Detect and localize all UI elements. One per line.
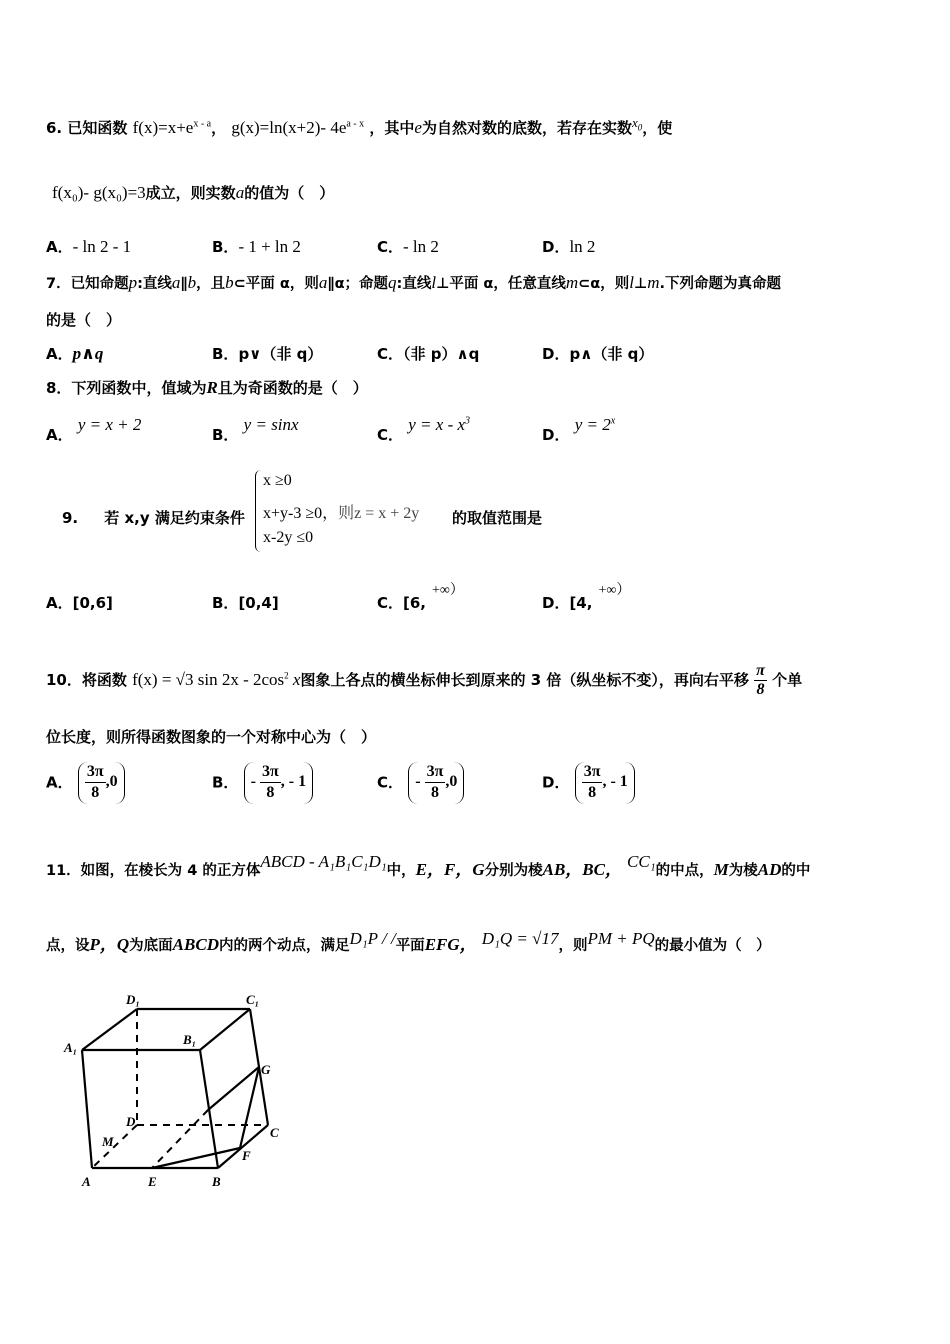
q7-option-d: D．p∧（非 q） [542, 345, 654, 363]
q10-option-d: D． $\frac{3\pi}{8}$ , - 1 [542, 762, 635, 804]
label-d1: D₁ [126, 992, 140, 1007]
label-a: A [82, 1174, 91, 1189]
q10-option-b: B． - $\frac{3\pi}{8}$ , - 1 [212, 762, 313, 804]
q8-option-c: C． $y = x - x^3$ [377, 415, 471, 444]
label-e: E [148, 1174, 157, 1189]
q7-option-b: B．p∨（非 q） [212, 345, 323, 363]
q9-option-a: A．[0,6] [46, 594, 113, 612]
q6-line2: f(x₀)- g(x₀)=3成立，则实数a的值为（ ） [52, 183, 335, 202]
q6-option-a: A．- ln 2 - 1 [46, 237, 132, 256]
label-g: G [261, 1062, 271, 1077]
q9-option-d: D．[4,+∞） [542, 583, 631, 612]
label-b1: B₁ [183, 1032, 197, 1047]
cube-figure [60, 990, 320, 1200]
q9-constraint-2: x+y-3 ≥0，则z = x + 2y [263, 505, 420, 522]
q8-option-b: B． y = sinx [212, 415, 299, 444]
q9-option-c: C．[6,+∞） [377, 583, 464, 612]
q9-constraint-1: x ≥0 [263, 472, 292, 489]
q10-shift-fraction: $\frac{\pi}{8}$ [756, 662, 765, 698]
q9-option-b: B．[0,4] [212, 594, 279, 612]
q6-option-d: D．ln 2 [542, 237, 596, 256]
q8-option-d: D． $y = 2^x$ [542, 415, 616, 444]
q10-line1: 10．将函数 f(x) = √3 $\sin 2x - 2\cos^2$ x图象上各点的横坐标伸长到原来的 3 倍（纵坐标不变），再向右平移 $\frac{\pi}{8}$ 个单 [46, 662, 803, 698]
q8-option-a: A． y = x + 2 [46, 415, 142, 444]
q7-option-c: C．（非 p）∧q [377, 345, 480, 363]
q8-stem: 8．下列函数中，值域为R且为奇函数的是（ ） [46, 378, 368, 397]
q10-line2: 位长度，则所得函数图象的一个对称中心为（ ） [46, 728, 377, 746]
q6-equation: f(x₀)- g(x₀)=3 [52, 183, 146, 202]
q6-f-def: $f(x)=x+e^{x - a}$ [132, 118, 212, 137]
q7-option-a: A．p∧q [46, 344, 104, 363]
label-f: F [242, 1148, 251, 1163]
q6-option-b: B．- 1 + ln 2 [212, 237, 301, 256]
q11-line1: 11．如图，在棱长为 4 的正方体ABCD - A₁B₁C₁D₁中，E，F，G分别为棱AB，BC， CC₁的中点，M为棱AD的中 [46, 852, 811, 879]
q7-line1: 7．已知命题p:直线a∥b，且b⊂平面 α，则a∥α；命题q:直线l⊥平面 α，任意直线m⊂α，则l⊥m.下列命题为真命题 [46, 273, 782, 292]
q9-stem: 9. 若 x,y 满足约束条件 [62, 509, 245, 527]
label-b: B [212, 1174, 221, 1189]
q7-line2: 的是（ ） [46, 311, 122, 329]
label-c1: C₁ [246, 992, 260, 1007]
q6-option-c: C．- ln 2 [377, 237, 439, 256]
q9-tail: 的取值范围是 [452, 509, 543, 527]
label-m: M [102, 1134, 114, 1149]
label-a1: A₁ [64, 1040, 78, 1055]
q6-line1: 6. 已知函数 $f(x)=x+e^{x - a}$， g(x)=ln(x+2)- $4e^{a - x}$ ，其中e为自然对数的底数，若存在实数$x_0$，使 [46, 115, 673, 137]
q10-function: f(x) = √3 $\sin 2x - 2\cos^2$ x [132, 670, 301, 689]
label-d: D [126, 1114, 136, 1129]
q6-g-def: g(x)=ln(x+2)- $4e^{a - x}$ [231, 118, 365, 137]
q11-line2: 点，设P，Q为底面ABCD内的两个动点，满足D₁P / /平面EFG， D₁Q = √17，则PM + PQ的最小值为（ ） [46, 929, 771, 954]
q10-option-c: C． - $\frac{3\pi}{8}$ ,0 [377, 762, 464, 804]
label-c: C [270, 1125, 279, 1140]
q9-constraint-3: x-2y ≤0 [263, 529, 314, 546]
q10-option-a: A． $\frac{3\pi}{8}$ ,0 [46, 762, 125, 804]
